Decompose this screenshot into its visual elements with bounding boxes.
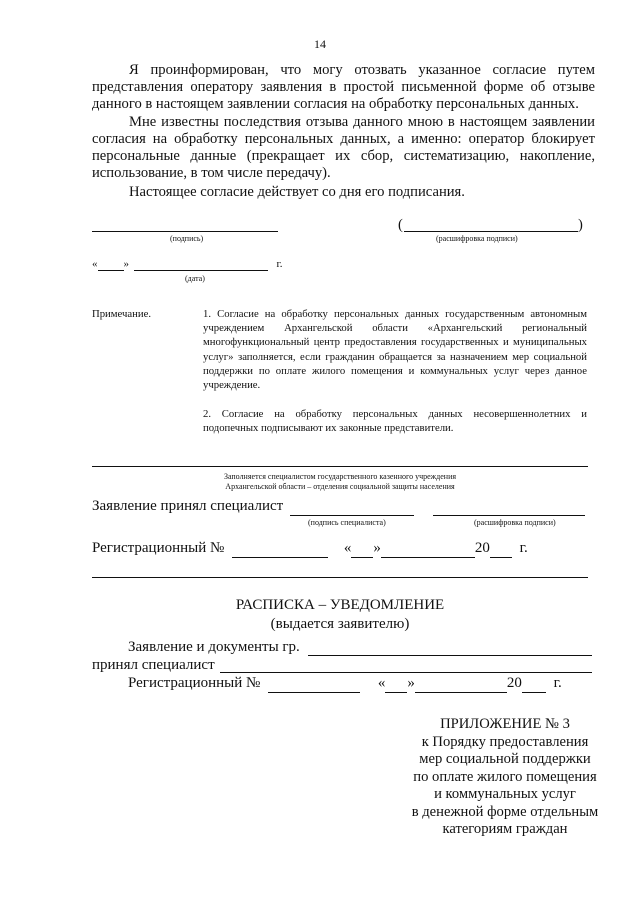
date-day-field[interactable]	[98, 258, 124, 271]
appendix-title: ПРИЛОЖЕНИЕ № 3	[440, 716, 570, 732]
registration-day-field[interactable]	[351, 540, 373, 558]
receipt-accepted-line[interactable]	[220, 672, 592, 673]
signature-line[interactable]	[92, 231, 278, 232]
appendix-line-2: к Порядку предоставления	[421, 733, 589, 750]
date-mid-quote: »	[123, 258, 129, 270]
decode-caption: (расшифровка подписи)	[436, 234, 518, 243]
receipt-docs-line[interactable]	[308, 655, 592, 656]
receipt-quote-open: «	[377, 675, 386, 691]
receipt-accepted-label: принял специалист	[92, 657, 215, 673]
fill-note-line-2: Архангельской области – отделения социальной защиты населения	[225, 482, 455, 491]
specialist-accepted-label: Заявление принял специалист	[92, 498, 284, 514]
registration-year-prefix: 20	[474, 540, 490, 556]
appendix-line-4: по оплате жилого помещения	[413, 768, 597, 785]
registration-quote-open: «	[343, 540, 352, 556]
receipt-registration-label: Регистрационный №	[128, 675, 261, 691]
appendix-line-5: и коммунальных услуг	[434, 786, 576, 802]
registration-label: Регистрационный №	[92, 540, 225, 556]
separator-line-1	[92, 466, 588, 467]
registration-month-field[interactable]	[381, 540, 475, 558]
specialist-sign-caption: (подпись специалиста)	[308, 518, 386, 527]
receipt-year-field[interactable]	[522, 675, 546, 693]
receipt-registration-row	[128, 675, 562, 693]
decode-line[interactable]	[404, 231, 578, 232]
note-item-1: 1. Согласие на обработку персональных данных государственным автономным учреждением Архангельской области «Архангельский региональный многофункциональный центр предоставления государственных и муниципальных услуг» заполняется, если гражданин обращается за назначением мер социальной поддержки по оплате жилого помещения и коммунальных услуг через данное учреждение.	[203, 308, 587, 392]
receipt-day-field[interactable]	[385, 675, 407, 693]
receipt-registration-number-field[interactable]	[268, 675, 360, 693]
registration-number-field[interactable]	[232, 540, 328, 558]
decode-close-paren: )	[578, 217, 583, 233]
date-year-field[interactable]	[252, 258, 268, 271]
receipt-quote-close: »	[407, 675, 415, 691]
appendix-line-6: в денежной форме отдельным	[411, 803, 599, 820]
decode-open-paren: (	[398, 217, 403, 233]
receipt-year-prefix: 20	[506, 675, 522, 691]
receipt-subtitle: (выдается заявителю)	[270, 616, 410, 632]
date-open-quote: «	[92, 258, 98, 270]
separator-line-2	[92, 577, 588, 578]
paragraph-consequences: Мне известны последствия отзыва данного мною в настоящем заявлении согласия на обработку персональных данных, а именно: оператор блокирует персональные данные (прекращает их сбор, систематизацию, накопление, использование, в том числе передачу).	[92, 114, 595, 181]
date-year-suffix: г.	[276, 258, 283, 270]
registration-quote-close: »	[373, 540, 381, 556]
registration-year-field[interactable]	[490, 540, 512, 558]
paragraph-revoke-info: Я проинформирован, что могу отозвать указанное согласие путем представления оператору заявления в простой письменной форме об отзыве данного в настоящем заявлении согласия на обработку персональных данных.	[92, 62, 595, 112]
signature-caption: (подпись)	[170, 234, 204, 243]
paragraph-validity: Настоящее согласие действует со дня его подписания.	[129, 184, 465, 200]
receipt-title: РАСПИСКА – УВЕДОМЛЕНИЕ	[235, 597, 445, 613]
date-month-field[interactable]	[134, 258, 252, 271]
page-number: 14	[314, 37, 326, 51]
appendix-line-7: категориям граждан	[442, 821, 568, 837]
specialist-sign-line[interactable]	[290, 515, 414, 516]
date-row	[92, 258, 283, 271]
specialist-decode-line[interactable]	[433, 515, 585, 516]
receipt-docs-label: Заявление и документы гр.	[128, 639, 300, 655]
appendix-line-3: мер социальной поддержки	[419, 751, 591, 767]
receipt-year-suffix: г.	[553, 675, 562, 691]
appendix-block	[380, 716, 630, 839]
fill-note-line-1: Заполняется специалистом государственного казенного учреждения	[223, 472, 457, 481]
note-item-2: 2. Согласие на обработку персональных данных несовершеннолетних и подопечных подписывают их законные представители.	[203, 408, 587, 435]
date-caption: (дата)	[185, 274, 205, 283]
specialist-decode-caption: (расшифровка подписи)	[474, 518, 556, 527]
receipt-month-field[interactable]	[415, 675, 507, 693]
registration-year-suffix: г.	[519, 540, 528, 556]
registration-row	[92, 540, 528, 558]
note-label: Примечание.	[92, 308, 151, 320]
